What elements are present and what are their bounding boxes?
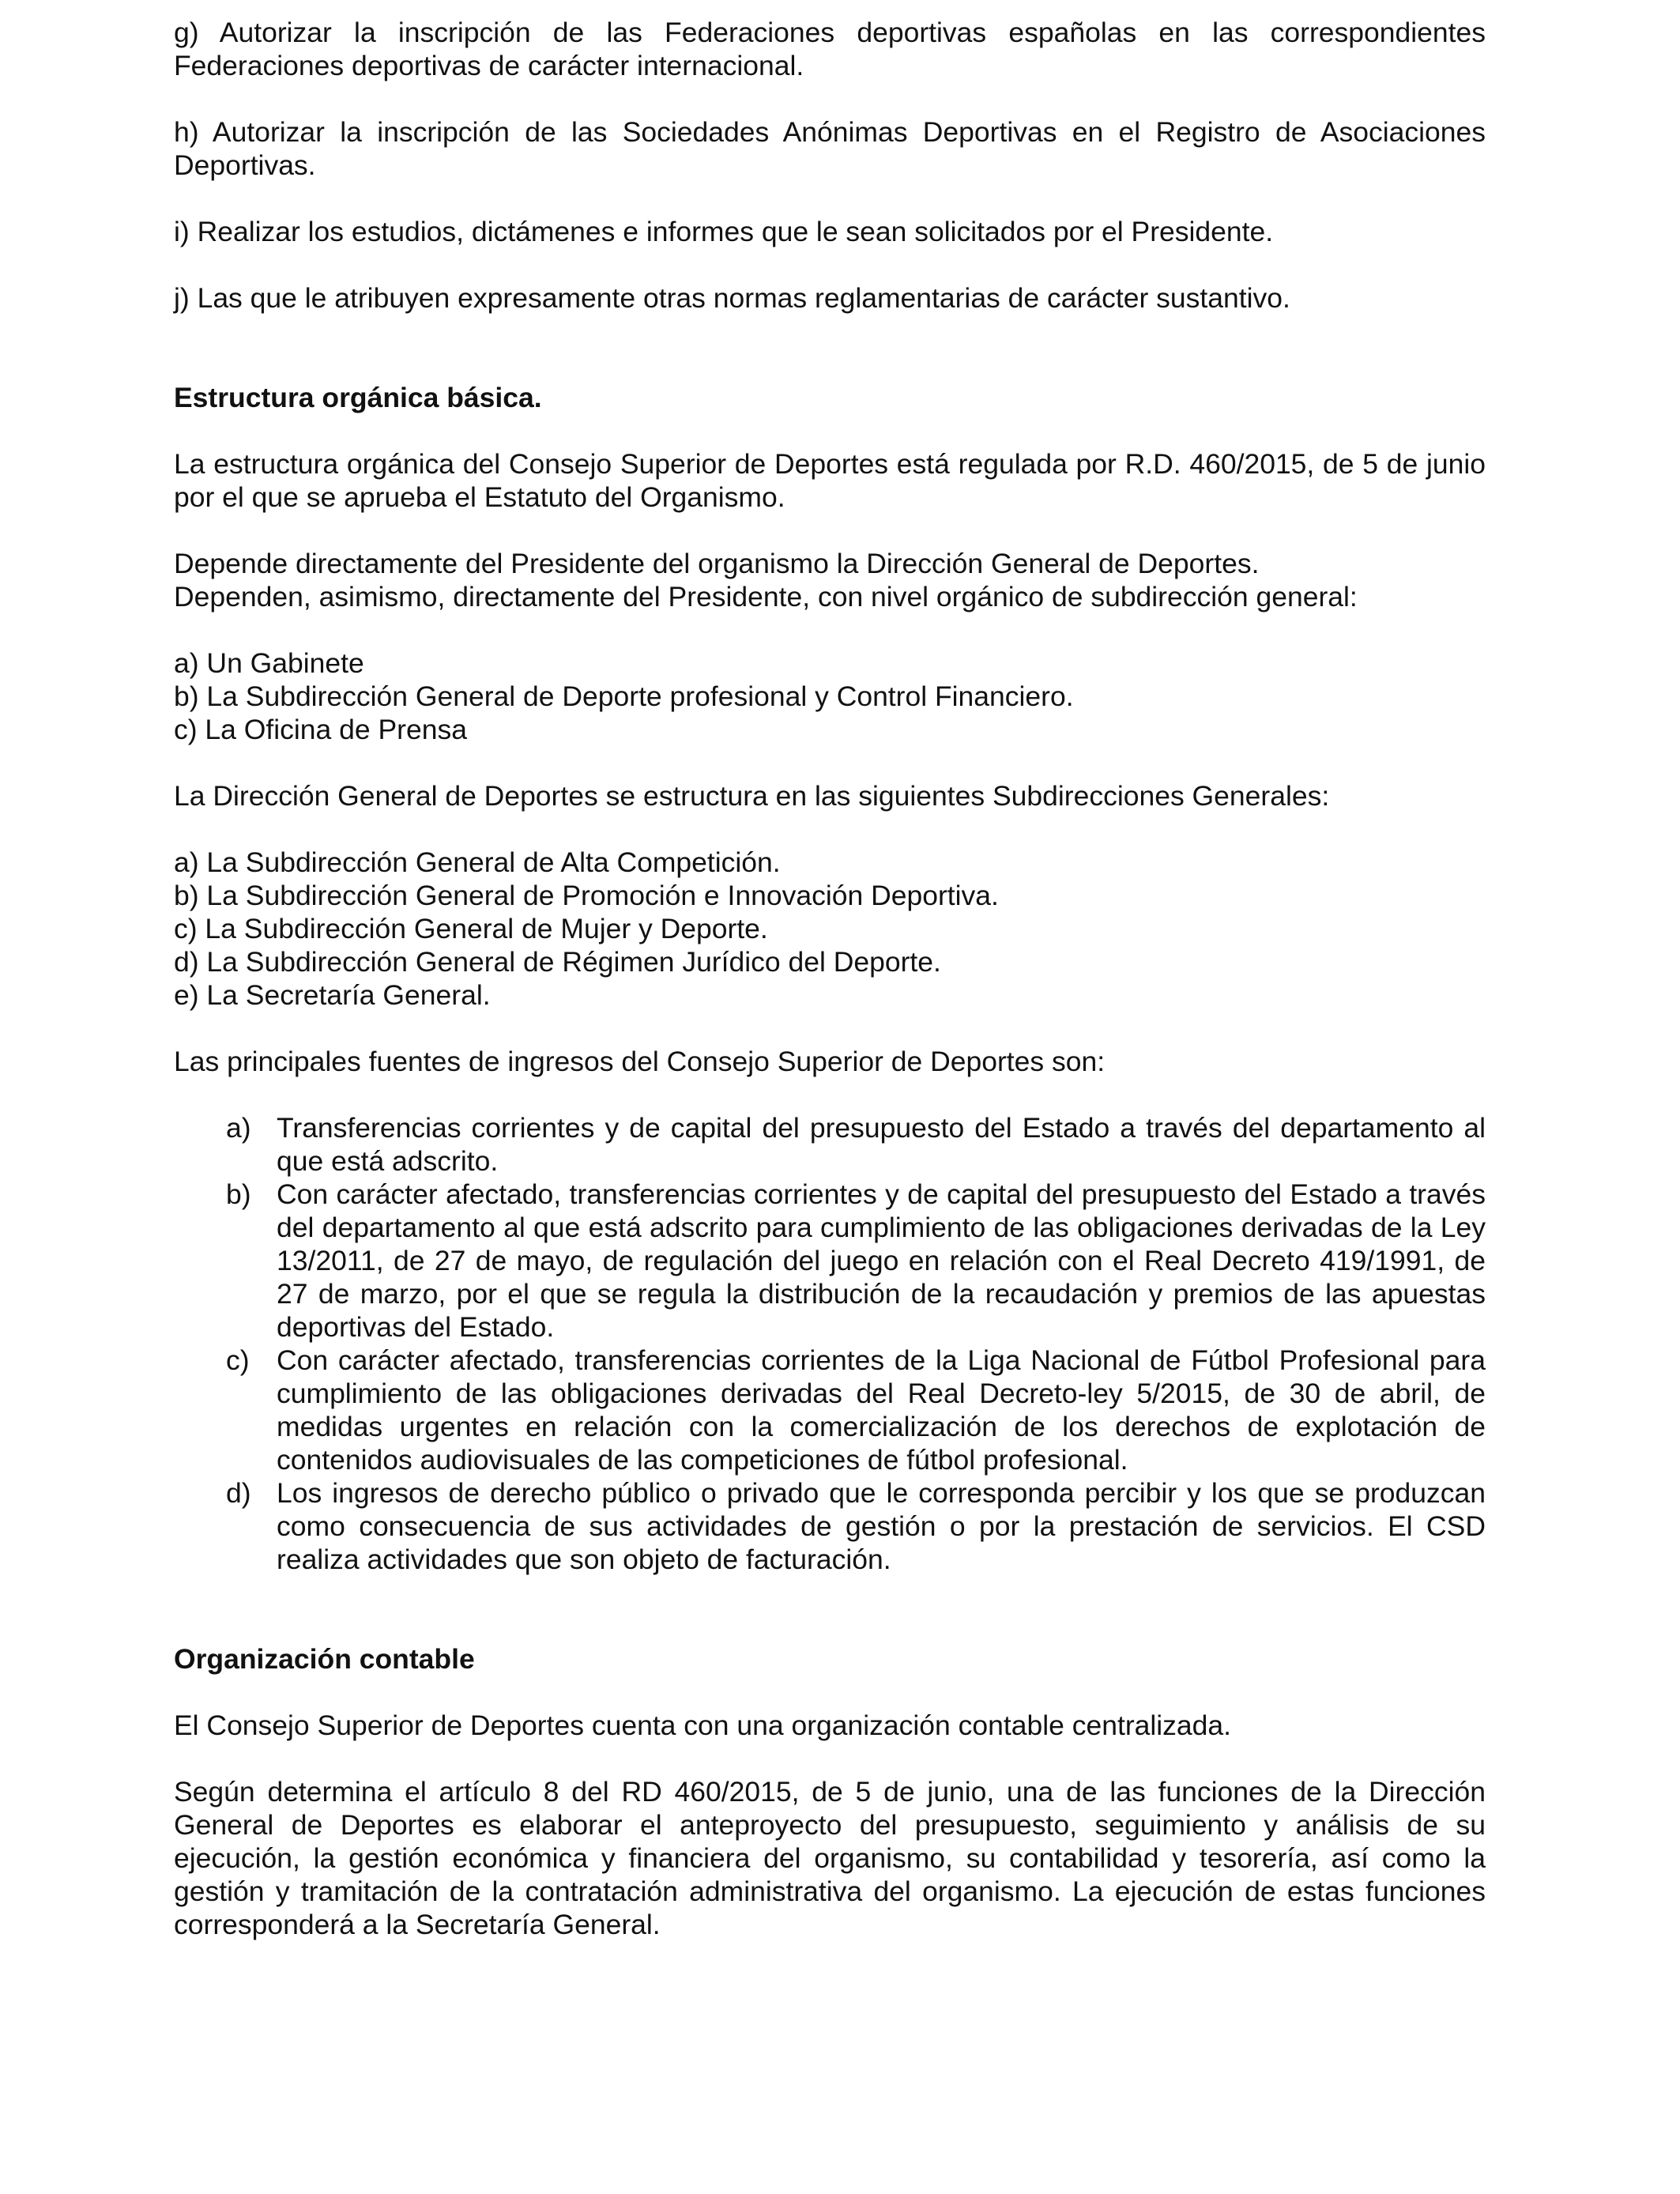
section-spacer	[174, 1609, 1486, 1642]
document-page	[174, 16, 1486, 1974]
income-item-b	[174, 1178, 1486, 1344]
section-spacer	[174, 348, 1486, 381]
depende-line-2: Dependen, asimismo, directamente del Presidente, con nivel orgánico de subdirección general:	[174, 581, 1358, 613]
function-item-j: j) Las que le atribuyen expresamente otras normas reglamentarias de carácter sustantivo.	[174, 282, 1290, 314]
section-title-estructura: Estructura orgánica básica.	[174, 382, 542, 413]
function-item-i: i) Realizar los estudios, dictámenes e informes que le sean solicitados por el Presidente.	[174, 216, 1274, 247]
list-item: a) La Subdirección General de Alta Competición.	[174, 846, 781, 878]
income-item-text: Con carácter afectado, transferencias corrientes y de capital del presupuesto del Estado a través del departamento al que está adscrito para cumplimiento de las obligaciones derivadas de la Ley 13/2011, de 27 de mayo, de regulación del juego en relación con el Real Decreto 419/1991, de 27 de marzo, por el que se regula la distribución de la recaudación y premios de las apuestas deportivas del Estado.	[277, 1178, 1486, 1343]
income-item-text: Transferencias corrientes y de capital del presupuesto del Estado a través del departamento al que está adscrito.	[277, 1112, 1486, 1177]
list-item: c) La Oficina de Prensa	[174, 714, 467, 745]
list-item: c) La Subdirección General de Mujer y Deporte.	[174, 913, 768, 944]
organizacion-para-2: Según determina el artículo 8 del RD 460/2015, de 5 de junio, una de las funciones de la Dirección General de Deportes es elaborar el anteproyecto del presupuesto, seguimiento y análisis de su ejecución, la gestión económica y financiera del organismo, su contabilidad y tesorería, así como la gestión y tramitación de la contratación administrativa del organismo. La ejecución de estas funciones corresponderá a la Secretaría General.	[174, 1776, 1486, 1940]
depende-line-1: Depende directamente del Presidente del organismo la Dirección General de Deportes.	[174, 548, 1260, 579]
income-sources-list	[174, 1111, 1486, 1576]
president-units-list	[174, 647, 1486, 746]
list-item: e) La Secretaría General.	[174, 979, 491, 1011]
income-intro: Las principales fuentes de ingresos del Consejo Superior de Deportes son:	[174, 1046, 1106, 1077]
list-marker: d)	[226, 1477, 251, 1509]
list-item: d) La Subdirección General de Régimen Jurídico del Deporte.	[174, 946, 941, 978]
list-marker: b)	[226, 1178, 251, 1210]
depende-block	[174, 547, 1486, 613]
function-item-h: h) Autorizar la inscripción de las Sociedades Anónimas Deportivas en el Registro de Asociaciones Deportivas.	[174, 116, 1486, 181]
function-item-g: g) Autorizar la inscripción de las Federaciones deportivas españolas en las correspondientes Federaciones deportivas de carácter internacional.	[174, 17, 1486, 81]
list-item: b) La Subdirección General de Deporte profesional y Control Financiero.	[174, 680, 1074, 712]
income-item-c	[174, 1344, 1486, 1476]
list-item: b) La Subdirección General de Promoción e Innovación Deportiva.	[174, 880, 999, 911]
list-marker: c)	[226, 1344, 250, 1376]
income-item-a	[174, 1111, 1486, 1178]
income-item-d	[174, 1476, 1486, 1576]
list-item: a) Un Gabinete	[174, 647, 364, 679]
dg-units-list	[174, 846, 1486, 1012]
dg-intro: La Dirección General de Deportes se estructura en las siguientes Subdirecciones Generales:	[174, 780, 1330, 812]
organizacion-para-1: El Consejo Superior de Deportes cuenta con una organización contable centralizada.	[174, 1710, 1232, 1741]
income-item-text: Con carácter afectado, transferencias corrientes de la Liga Nacional de Fútbol Profesional para cumplimiento de las obligaciones derivadas del Real Decreto-ley 5/2015, de 30 de abril, de medidas urgentes en relación con la comercialización de los derechos de explotación de contenidos audiovisuales de las competiciones de fútbol profesional.	[277, 1344, 1486, 1476]
section-title-organizacion: Organización contable	[174, 1643, 475, 1675]
estructura-intro: La estructura orgánica del Consejo Superior de Deportes está regulada por R.D. 460/2015, de 5 de junio por el que se aprueba el Estatuto del Organismo.	[174, 448, 1486, 513]
list-marker: a)	[226, 1112, 251, 1144]
income-item-text: Los ingresos de derecho público o privado que le corresponda percibir y los que se produzcan como consecuencia de sus actividades de gestión o por la prestación de servicios. El CSD realiza actividades que son objeto de facturación.	[277, 1477, 1486, 1575]
